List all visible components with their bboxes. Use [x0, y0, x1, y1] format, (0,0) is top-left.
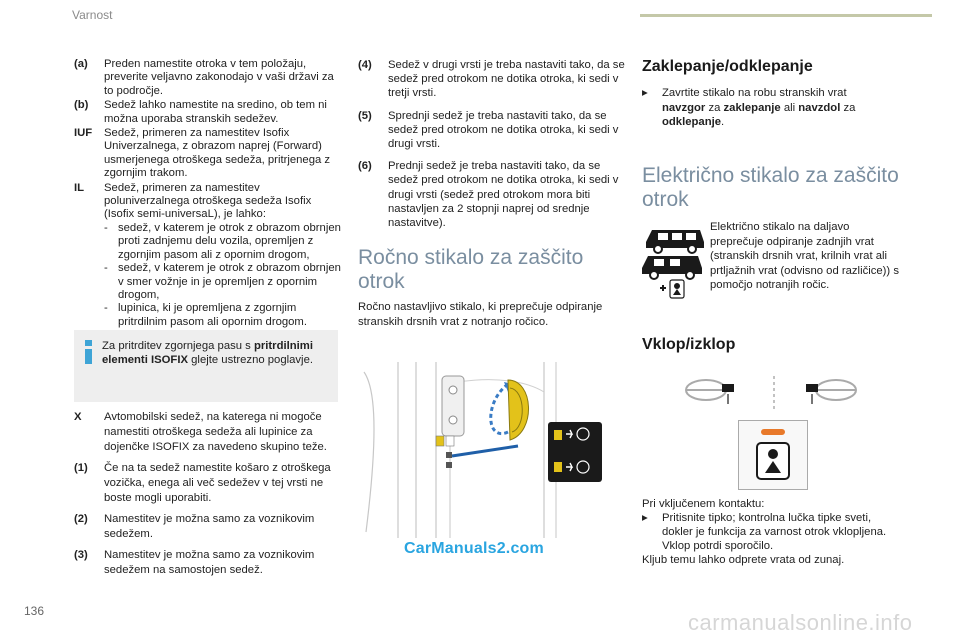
def-key: (b) [74, 99, 89, 112]
legend-item [74, 512, 342, 542]
def-row [74, 182, 342, 329]
bullet-text: Pritisnite tipko; kontrolna lučka tipke sveti, dokler je funkcija za varnost otrok vklopljena. Vklop potrdi sporočilo. [662, 512, 887, 552]
indicator-light [761, 429, 785, 435]
legend-key: X [74, 411, 82, 423]
def-row [74, 99, 342, 126]
child-lock-button[interactable] [738, 420, 808, 490]
onoff-outro: Kljub temu lahko odprete vrata od zunaj. [642, 554, 845, 566]
def-key: (a) [74, 58, 88, 70]
def-row [74, 127, 342, 181]
legend-value: Prednji sedež je treba nastaviti tako, da se sedež pred otrokom ne dotika otroka, ki sedi v drugi vrsti (sedež pred otrokom mora biti nastavljen za 2 stopnji naprej od srednje nastavitve). [388, 160, 619, 230]
watermark-carmanuals2: CarManuals2.com [404, 540, 544, 557]
legend-item [358, 58, 626, 101]
legend-key: (4) [358, 59, 372, 71]
section-title-onoff: Vklop/izklop [642, 336, 736, 353]
header-section-title: Varnost [72, 8, 113, 22]
arrow-bullet-icon: ▸ [642, 87, 648, 99]
onoff-text [642, 497, 904, 567]
section-title-electric: Električno stikalo za zaščito otrok [642, 164, 899, 211]
legend-item [74, 410, 342, 455]
vehicle-icons [640, 222, 710, 302]
sub-dash: - [104, 221, 108, 234]
def-value [104, 182, 342, 329]
def-value: Preden namestite otroka v tem položaju, preverite veljavno zakonodajo v vaši državi za to področje. [104, 58, 334, 97]
info-text: Za pritrditev zgornjega pasu s [102, 340, 254, 352]
arrow-bullet-icon: ▸ [642, 512, 648, 524]
legend-value: Namestitev je možna samo za voznikovim sedežem. [104, 513, 315, 540]
sub-dash: - [104, 262, 108, 275]
header-rule [640, 14, 932, 17]
legend-value: Avtomobilski sedež, na katerega ni mogoče namestiti otroškega sedeža ali lupinice za dojenčke ISOFIX za navedeno skupino teže. [104, 411, 327, 453]
column-1-lower [74, 410, 342, 584]
onoff-intro: Pri vključenem kontaktu: [642, 498, 765, 510]
legend-value: Namestitev je možna samo za voznikovim sedežem na samostojen sedež. [104, 549, 315, 576]
section-title-lock: Zaklepanje/odklepanje [642, 58, 813, 75]
bullet-row [642, 86, 892, 130]
legend-value: Sedež v drugi vrsti je treba nastaviti tako, da se sedež pred otrokom ne dotika otroka, ki sedi v tretji vrsti. [388, 59, 625, 100]
electric-switch-section [642, 164, 902, 212]
legend-item [74, 548, 342, 578]
legend-value: Sprednji sedež je treba nastaviti tako, da se sedež pred otrokom ne dotika otroka, ki sedi v drugi vrsti. [388, 109, 619, 151]
def-value: Sedež, primeren za namestitev Isofix Univerzalnega, z obrazom naprej (Forward) usmerjenega otroškega sedeža, pritrjenega z zgornjim trakom. [104, 127, 331, 180]
sub-text: lupinica, ki je opremljena z zgornjim pritrdilnim pasom ali opornim drogom. [118, 302, 307, 328]
def-row [74, 58, 342, 98]
sub-text: sedež, v katerem je otrok z obrazom obrnjen proti zadnjemu delu vozila, opremljen z zgornjim pasom ali z opornim drogom, [118, 221, 341, 261]
legend-key: (3) [74, 549, 88, 561]
legend-key: (5) [358, 109, 372, 122]
van-icons-svg [640, 222, 710, 302]
sub-item [104, 302, 342, 329]
legend-item [358, 159, 626, 230]
legend-key: (2) [74, 513, 88, 525]
sub-dash: - [104, 302, 108, 315]
info-text-end: glejte ustrezno poglavje. [188, 354, 313, 366]
column-1 [74, 58, 342, 330]
section-text: Ročno nastavljivo stikalo, ki preprečuje odpiranje stranskih drsnih vrat z notranjo ročico. [358, 301, 603, 328]
watermark-carmanualsonline: carmanualsonline.info [688, 610, 913, 635]
steering-wheel-svg [676, 376, 882, 412]
electric-switch-text: Električno stikalo na daljavo preprečuje odpiranje zadnjih vrat (stranskih drsnih vrat, krilnih vrat ali prtljažnih vrat (odvisno od različice)) s pomočjo notranjih ročic. [710, 221, 899, 291]
def-key: IUF [74, 127, 93, 140]
door-illustration-svg [358, 362, 626, 538]
column-2 [358, 58, 626, 238]
section-title: Ročno stikalo za zaščito otrok [358, 246, 584, 293]
legend-item [358, 109, 626, 152]
sub-item [104, 262, 342, 302]
def-value-text: Sedež, primeren za namestitev poluniverzalnega otroškega sedeža Isofix (Isofix semi-universaL), je lahko: [104, 181, 312, 221]
def-key: IL [74, 181, 85, 194]
info-box [74, 330, 338, 402]
sub-text: sedež, v katerem je otrok z obrazom obrnjen v smer vožnje in je opremljen z opornim drogom, [118, 262, 341, 301]
bullet-row [642, 511, 904, 553]
child-lock-button-svg [739, 421, 807, 489]
legend-key: (6) [358, 160, 372, 173]
manual-switch-section [358, 246, 626, 294]
sub-item [104, 222, 342, 262]
bullet-text: Zavrtite stikalo na robu stranskih vrat navzgor za zaklepanje ali navzdol za odklepanje. [662, 87, 856, 128]
lock-unlock-section [642, 58, 813, 76]
legend-item [74, 461, 342, 506]
info-icon [83, 340, 95, 364]
legend-value: Če na ta sedež namestite košaro z otroškega vozička, enega ali več sedežev v tej vrsti ne boste mogli uporabiti. [104, 462, 331, 504]
def-value: Sedež lahko namestite na sredino, ob tem ni možna uporaba stranskih sedežev. [104, 99, 327, 125]
info-bold-text: pritrdilnimi elementi ISOFIX [102, 340, 313, 366]
page-number: 136 [24, 604, 45, 618]
dashboard-illustration [676, 376, 882, 412]
lock-unlock-text [642, 86, 892, 130]
door-lock-illustration [358, 362, 626, 538]
legend-key: (1) [74, 462, 88, 474]
